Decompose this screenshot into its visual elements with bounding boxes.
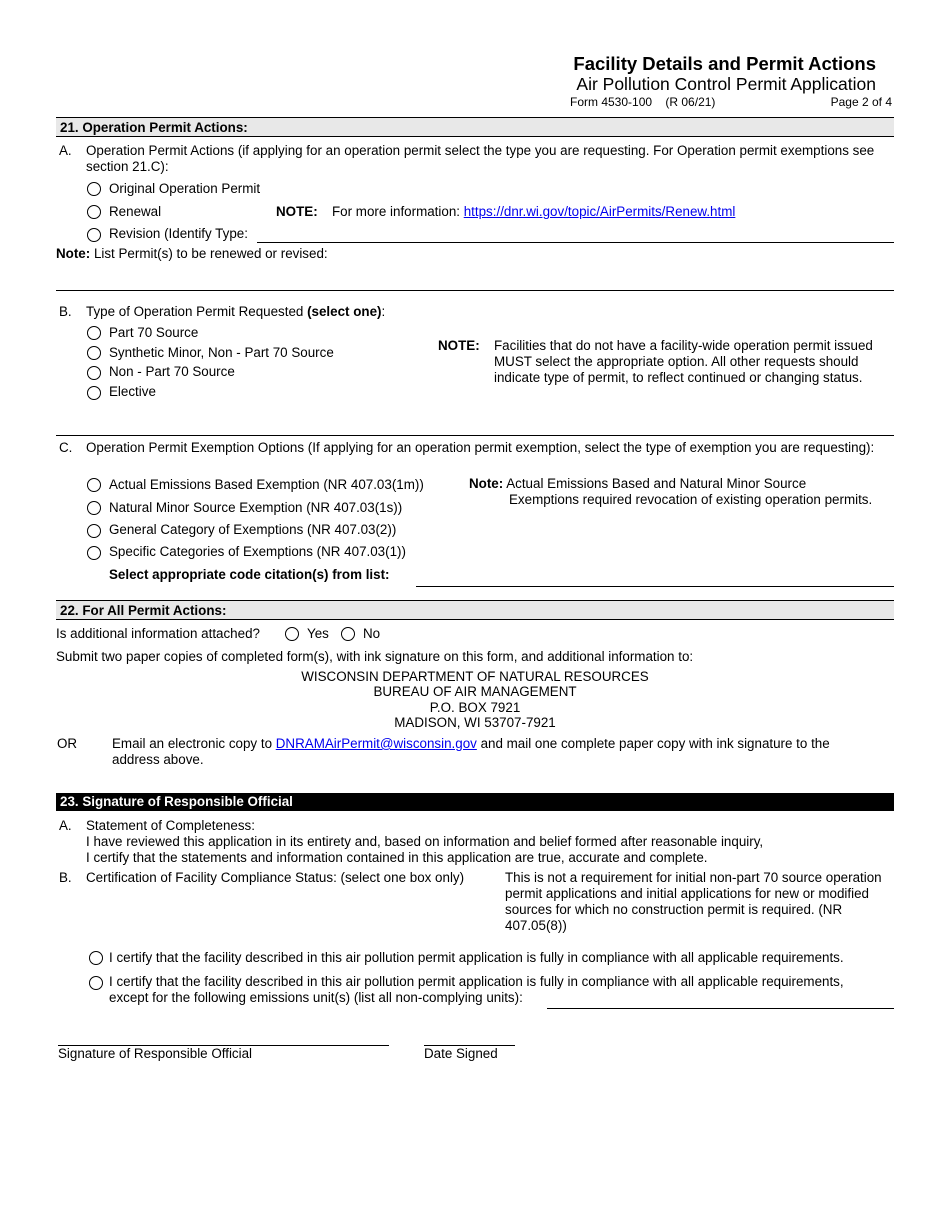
- code-citation-field[interactable]: [416, 586, 894, 587]
- section-21a-letter: A.: [59, 143, 72, 158]
- label-original-operation-permit: Original Operation Permit: [109, 181, 261, 196]
- compliance-side-note: This is not a requirement for initial non-part 70 source operation permit applications and initial applications for new or modified sources for which no construction permit is required. (NR 407.05(8)): [505, 870, 882, 933]
- radio-synthetic-minor[interactable]: [87, 346, 101, 360]
- renewal-note-label: NOTE:: [276, 204, 318, 219]
- radio-actual-emissions-exemption[interactable]: [87, 478, 101, 492]
- renewal-note: For more information: https://dnr.wi.gov/topic/AirPermits/Renew.html: [332, 204, 736, 219]
- radio-renewal[interactable]: [87, 205, 101, 219]
- divider: [56, 435, 894, 436]
- additional-info-question: Is additional information attached?: [56, 626, 260, 641]
- section-21a-text: Operation Permit Actions (if applying for an operation permit select the type you are requesting. For Operation permit exemptions see section 21.C):: [86, 143, 875, 174]
- section-23a-letter: A.: [59, 818, 72, 833]
- radio-partial-compliance[interactable]: [89, 976, 103, 990]
- section-21b-text: Type of Operation Permit Requested (select one):: [86, 304, 386, 319]
- compliance-heading: Certification of Facility Compliance Status: (select one box only): [86, 870, 465, 885]
- label-elective: Elective: [109, 384, 156, 399]
- page-number: Page 2 of 4: [830, 95, 892, 109]
- label-natural-minor-exemption: Natural Minor Source Exemption (NR 407.03(1s)): [109, 500, 403, 515]
- completeness-line-2: I certify that the statements and information contained in this application are true, accurate and complete.: [86, 850, 708, 865]
- radio-part-70-source[interactable]: [87, 326, 101, 340]
- form-title: Facility Details and Permit Actions: [573, 53, 876, 74]
- section-22-header: [56, 600, 894, 620]
- section-23b-letter: B.: [59, 870, 72, 885]
- email-instructions: Email an electronic copy to DNRAMAirPermit@wisconsin.gov and mail one complete paper copy with ink signature to the address above.: [112, 736, 830, 767]
- label-part-70-source: Part 70 Source: [109, 325, 199, 340]
- completeness-line-1: I have reviewed this application in its entirety and, based on information and belief formed after reasonable inquiry,: [86, 834, 764, 849]
- permit-type-note-label: NOTE:: [438, 338, 480, 353]
- label-renewal: Renewal: [109, 204, 162, 219]
- label-partial-compliance-1: I certify that the facility described in this air pollution permit application is fully in compliance with all applicable requirements,: [109, 974, 844, 989]
- submit-instructions: Submit two paper copies of completed form(s), with ink signature on this form, and additional information to:: [56, 649, 694, 664]
- section-21-title: 21. Operation Permit Actions:: [60, 120, 248, 135]
- radio-additional-info-no[interactable]: [341, 627, 355, 641]
- code-citation-label: Select appropriate code citation(s) from list:: [109, 567, 390, 582]
- section-22-title: 22. For All Permit Actions:: [60, 603, 227, 618]
- radio-revision[interactable]: [87, 228, 101, 242]
- radio-general-category-exemption[interactable]: [87, 524, 101, 538]
- label-no: No: [363, 626, 381, 641]
- radio-elective[interactable]: [87, 386, 101, 400]
- address-line-2: BUREAU OF AIR MANAGEMENT: [373, 684, 577, 699]
- label-actual-emissions-exemption: Actual Emissions Based Exemption (NR 407.03(1m)): [109, 477, 424, 492]
- address-line-1: WISCONSIN DEPARTMENT OF NATURAL RESOURCES: [301, 669, 649, 684]
- permit-list-note: Note: List Permit(s) to be renewed or revised:: [56, 246, 328, 261]
- label-partial-compliance-2: except for the following emissions unit(s) (list all non-complying units):: [109, 990, 523, 1005]
- permit-list-field[interactable]: [56, 290, 894, 291]
- label-yes: Yes: [307, 626, 329, 641]
- label-full-compliance: I certify that the facility described in this air pollution permit application is fully in compliance with all applicable requirements.: [109, 950, 844, 965]
- label-non-part-70: Non - Part 70 Source: [109, 364, 235, 379]
- radio-additional-info-yes[interactable]: [285, 627, 299, 641]
- renewal-info-link[interactable]: https://dnr.wi.gov/topic/AirPermits/Renew.html: [463, 204, 736, 219]
- address-line-4: MADISON, WI 53707-7921: [394, 715, 556, 730]
- permit-type-note: Facilities that do not have a facility-wide operation permit issued MUST select the appropriate option. All other requests should indicate type of permit, to reflect continued or changing status.: [494, 338, 873, 385]
- or-label: OR: [57, 736, 78, 751]
- revision-type-field[interactable]: [257, 242, 894, 243]
- address-line-3: P.O. BOX 7921: [429, 700, 521, 715]
- radio-original-operation-permit[interactable]: [87, 182, 101, 196]
- section-23-title: 23. Signature of Responsible Official: [60, 794, 293, 809]
- email-link[interactable]: DNRAMAirPermit@wisconsin.gov: [275, 736, 477, 751]
- non-complying-units-field[interactable]: [547, 1008, 894, 1009]
- completeness-heading: Statement of Completeness:: [86, 818, 255, 833]
- radio-non-part-70[interactable]: [87, 366, 101, 380]
- radio-specific-categories-exemption[interactable]: [87, 546, 101, 560]
- section-21c-text: Operation Permit Exemption Options (If applying for an operation permit exemption, select the type of exemption you are requesting):: [86, 440, 875, 455]
- label-general-category-exemption: General Category of Exemptions (NR 407.03(2)): [109, 522, 397, 537]
- signature-label: Signature of Responsible Official: [58, 1046, 253, 1061]
- label-synthetic-minor: Synthetic Minor, Non - Part 70 Source: [109, 345, 334, 360]
- label-specific-categories-exemption: Specific Categories of Exemptions (NR 407.03(1)): [109, 544, 406, 559]
- section-23-header: [56, 793, 894, 811]
- radio-natural-minor-exemption[interactable]: [87, 501, 101, 515]
- section-21c-letter: C.: [59, 440, 73, 455]
- label-revision: Revision (Identify Type:: [109, 226, 248, 241]
- section-21b-letter: B.: [59, 304, 72, 319]
- form-subtitle: Air Pollution Control Permit Application: [576, 74, 876, 94]
- section-21-header: [56, 117, 894, 137]
- form-number: Form 4530-100 (R 06/21): [570, 95, 716, 109]
- radio-full-compliance[interactable]: [89, 951, 103, 965]
- exemption-note-line2: Exemptions required revocation of existing operation permits.: [509, 492, 873, 507]
- exemption-note: Note: Actual Emissions Based and Natural Minor Source: [469, 476, 807, 491]
- date-signed-label: Date Signed: [424, 1046, 498, 1061]
